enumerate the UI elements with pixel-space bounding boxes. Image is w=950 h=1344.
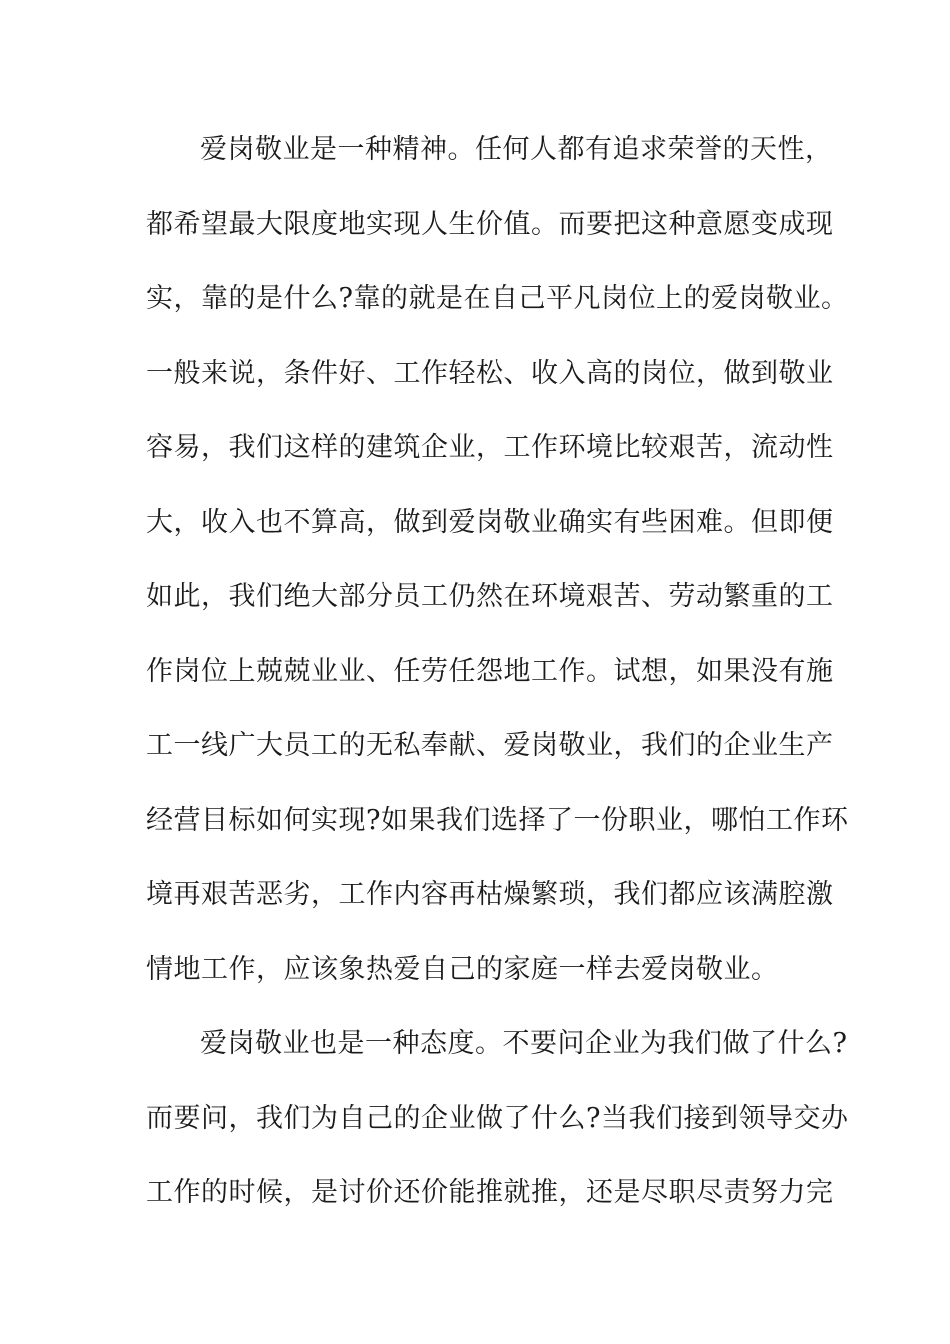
paragraph-2 [146, 1024, 849, 1248]
text-line: 作岗位上兢兢业业、任劳任怨地工作。试想，如果没有施 [146, 655, 834, 687]
text-line: 爱岗敬业也是一种态度。不要问企业为我们做了什么? [200, 1028, 848, 1059]
text-line: 都希望最大限度地实现人生价值。而要把这种意愿变成现 [146, 208, 834, 240]
paragraph-1 [146, 130, 849, 1024]
text-line: 而要问，我们为自己的企业做了什么?当我们接到领导交办 [146, 1102, 849, 1134]
document-body [146, 130, 849, 1248]
text-line: 境再艰苦恶劣，工作内容再枯燥繁琐，我们都应该满腔激 [146, 879, 834, 910]
text-line: 如此，我们绝大部分员工仍然在环境艰苦、劳动繁重的工 [146, 581, 834, 612]
text-line: 大，收入也不算高，做到爱岗敬业确实有些困难。但即便 [146, 506, 834, 538]
text-line: 实，靠的是什么?靠的就是在自己平凡岗位上的爱岗敬业。 [146, 283, 849, 314]
text-line: 一般来说，条件好、工作轻松、收入高的岗位，做到敬业 [146, 357, 834, 389]
text-line: 经营目标如何实现?如果我们选择了一份职业，哪怕工作环 [146, 804, 849, 836]
text-line: 情地工作，应该象热爱自己的家庭一样去爱岗敬业。 [146, 953, 779, 985]
text-line: 工一线广大员工的无私奉献、爱岗敬业，我们的企业生产 [146, 730, 834, 761]
text-line: 容易，我们这样的建筑企业，工作环境比较艰苦，流动性 [146, 432, 834, 463]
text-line: 爱岗敬业是一种精神。任何人都有追求荣誉的天性， [200, 134, 833, 165]
text-line: 工作的时候，是讨价还价能推就推，还是尽职尽责努力完 [146, 1177, 834, 1208]
